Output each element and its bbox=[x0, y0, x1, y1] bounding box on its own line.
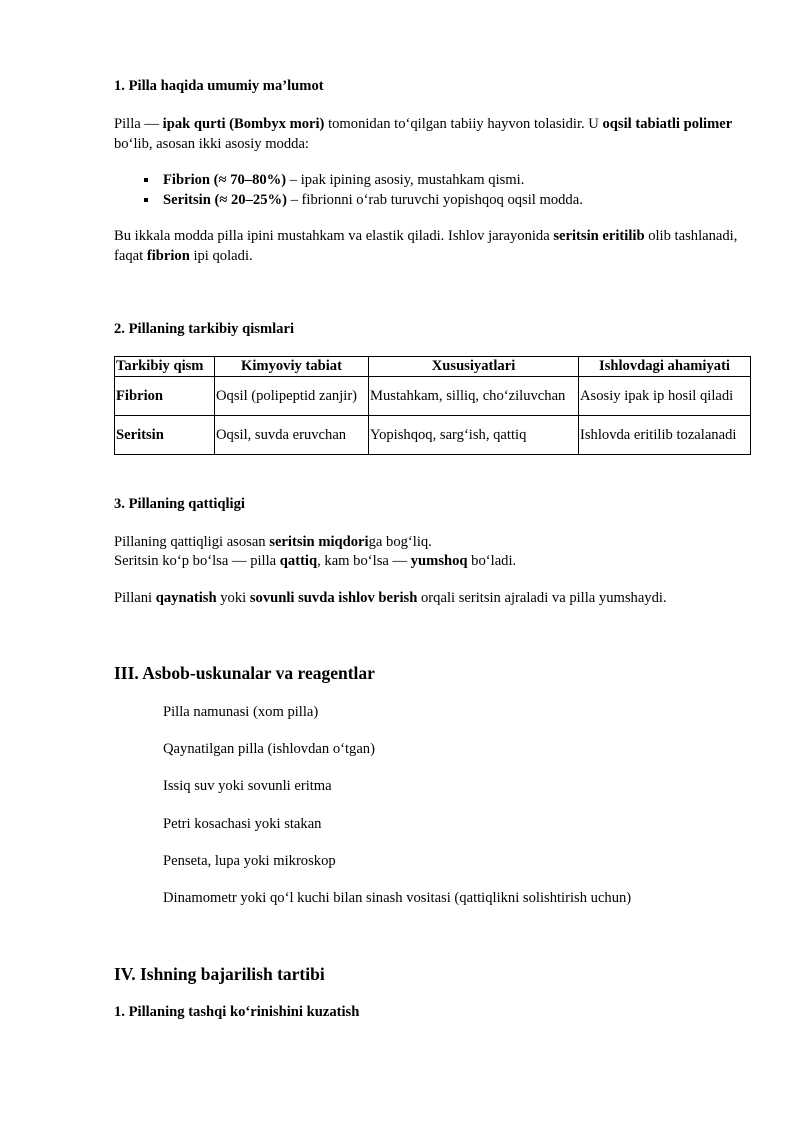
section-2-heading: 2. Pillaning tarkibiy qismlari bbox=[114, 321, 295, 337]
table-row bbox=[115, 416, 751, 455]
table-cell: Oqsil (polipeptid zanjir) bbox=[215, 377, 369, 416]
table-row bbox=[115, 377, 751, 416]
list-item: Pilla namunasi (xom pilla) bbox=[163, 704, 319, 720]
table-header-cell: Xususiyatlari bbox=[369, 357, 579, 377]
list-item: Dinamometr yoki qo‘l kuchi bilan sinash vositasi (qattiqlikni solishtirish uchun) bbox=[163, 890, 632, 906]
table-header-cell: Tarkibiy qism bbox=[115, 357, 215, 377]
table-cell: Mustahkam, silliq, cho‘ziluvchan bbox=[369, 377, 579, 416]
section-iv-subheading: 1. Pillaning tashqi ko‘rinishini kuzatish bbox=[114, 1004, 360, 1020]
table-cell: Fibrion bbox=[115, 377, 215, 416]
components-table bbox=[114, 356, 751, 455]
table-cell: Asosiy ipak ip hosil qiladi bbox=[579, 377, 751, 416]
composition-bullet-list bbox=[114, 170, 583, 210]
table-cell: Oqsil, suvda eruvchan bbox=[215, 416, 369, 455]
list-item: Fibrion (≈ 70–80%) – ipak ipining asosiy, mustahkam qismi. bbox=[114, 170, 583, 190]
table-header-row bbox=[115, 357, 751, 377]
section-3-heading: 3. Pillaning qattiqligi bbox=[114, 496, 245, 512]
list-item: Penseta, lupa yoki mikroskop bbox=[163, 853, 336, 869]
section-3-line: Seritsin ko‘p bo‘lsa — pilla qattiq, kam bo‘lsa — yumshoq bo‘ladi. bbox=[114, 553, 517, 569]
section-3-line: Pillani qaynatish yoki sovunli suvda ishlov berish orqali seritsin ajraladi va pilla yumshaydi. bbox=[114, 590, 667, 606]
section-1-outro: Bu ikkala modda pilla ipini mustahkam va elastik qiladi. Ishlov jarayonida seritsin eritilib olib tashlanadi, faqat fibrion ipi qoladi. bbox=[114, 228, 738, 264]
list-item: Issiq suv yoki sovunli eritma bbox=[163, 778, 332, 794]
section-1-intro: Pilla — ipak qurti (Bombyx mori) tomonidan to‘qilgan tabiiy hayvon tolasidir. U oqsil tabiatli polimer bo‘lib, asosan ikki asosiy modda: bbox=[114, 116, 733, 152]
table-cell: Ishlovda eritilib tozalanadi bbox=[579, 416, 751, 455]
table-header-cell: Ishlovdagi ahamiyati bbox=[579, 357, 751, 377]
list-item: Petri kosachasi yoki stakan bbox=[163, 816, 322, 832]
section-iv-heading: IV. Ishning bajarilish tartibi bbox=[114, 964, 325, 984]
section-1-heading: 1. Pilla haqida umumiy ma’lumot bbox=[114, 78, 324, 94]
table-header-cell: Kimyoviy tabiat bbox=[215, 357, 369, 377]
section-3-line: Pillaning qattiqligi asosan seritsin miqdoriga bog‘liq. bbox=[114, 534, 432, 550]
list-item: Seritsin (≈ 20–25%) – fibrionni o‘rab turuvchi yopishqoq oqsil modda. bbox=[114, 190, 583, 210]
list-item: Qaynatilgan pilla (ishlovdan o‘tgan) bbox=[163, 741, 375, 757]
table-cell: Yopishqoq, sarg‘ish, qattiq bbox=[369, 416, 579, 455]
section-iii-heading: III. Asbob-uskunalar va reagentlar bbox=[114, 663, 375, 683]
table-cell: Seritsin bbox=[115, 416, 215, 455]
